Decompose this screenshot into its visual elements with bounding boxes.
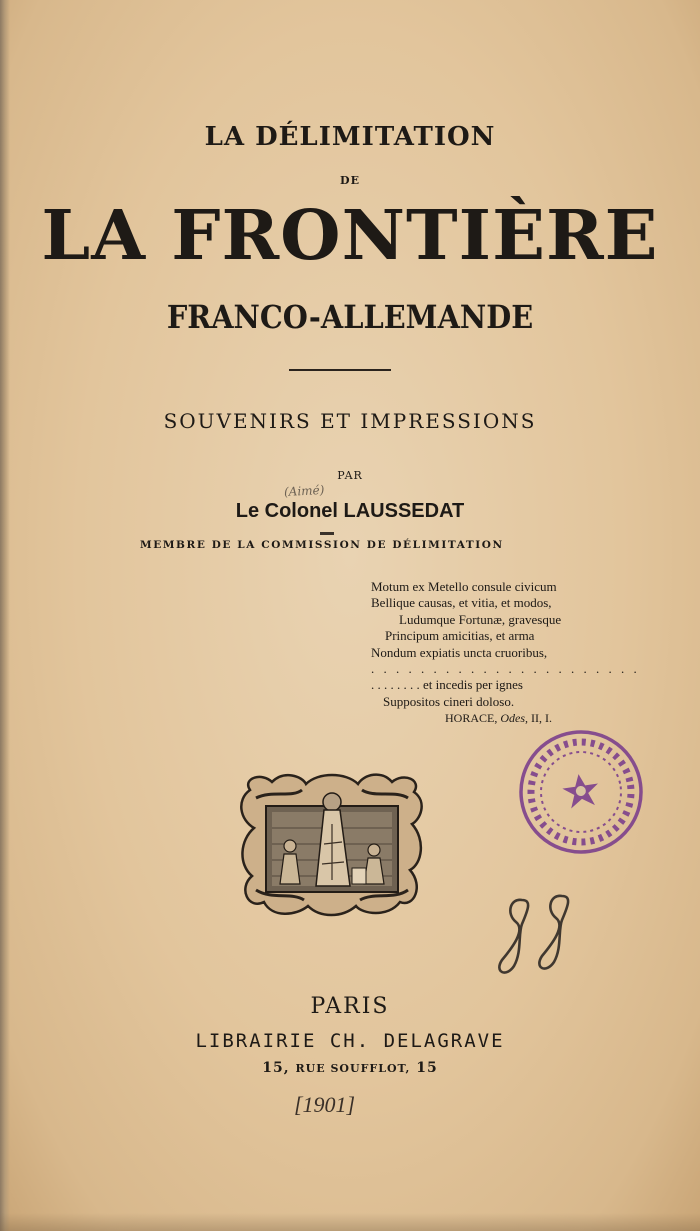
handwritten-year: [1901] xyxy=(294,1092,356,1117)
attribution-author: HORACE, xyxy=(445,711,498,726)
title-rule xyxy=(289,369,391,371)
epigraph-ellipsis: . . . . . . . . . . . . . . . . . . . . . . xyxy=(371,660,640,676)
epigraph-line: Suppositos cineri doloso. xyxy=(383,693,515,709)
epigraph-line: . . . . . . . . et incedis per ignes xyxy=(371,677,523,693)
epigraph xyxy=(371,579,640,727)
address-number: 15 xyxy=(416,1060,438,1076)
printer-vignette-image xyxy=(232,768,432,920)
handwritten-annotation: (Aimé) xyxy=(283,482,325,500)
epigraph-line: Ludumque Fortunæ, gravesque xyxy=(399,611,562,627)
epigraph-line: Motum ex Metello consule civicum xyxy=(371,579,557,594)
title-line-1: LA DÉLIMITATION xyxy=(204,122,496,152)
subtitle: SOUVENIRS ET IMPRESSIONS xyxy=(163,409,537,433)
author-name: Le Colonel LAUSSEDAT xyxy=(235,500,465,522)
attribution-ref: II, I. xyxy=(531,711,553,726)
epigraph-line: Bellique causas, et vitia, et modos, xyxy=(371,595,552,611)
page-bottom-shadow xyxy=(0,1213,700,1231)
title-line-4: FRANCO-ALLEMANDE xyxy=(166,298,534,336)
imprint-publisher: LIBRAIRIE CH. DELAGRAVE xyxy=(195,1030,505,1052)
epigraph-line: Principum amicitias, et arma xyxy=(385,628,535,644)
epigraph-line: Nondum expiatis uncta cruoribus, xyxy=(371,644,548,660)
attribution-work: Odes, xyxy=(500,711,529,726)
address-number: 15, xyxy=(262,1060,290,1076)
handwritten-shelf-number-88-image xyxy=(488,888,588,980)
epigraph-attribution xyxy=(371,710,621,726)
library-stamp-image xyxy=(516,726,646,858)
imprint-address xyxy=(0,1060,700,1076)
address-street: RUE SOUFFLOT, xyxy=(295,1062,411,1075)
pencil-mark xyxy=(320,532,334,535)
title-line-2: DE xyxy=(340,174,360,187)
title-main: LA FRONTIÈRE xyxy=(41,196,659,276)
by-label: PAR xyxy=(337,469,363,482)
author-role: MEMBRE DE LA COMMISSION DE DÉLIMITATION xyxy=(140,539,504,551)
imprint-city: PARIS xyxy=(310,994,390,1019)
